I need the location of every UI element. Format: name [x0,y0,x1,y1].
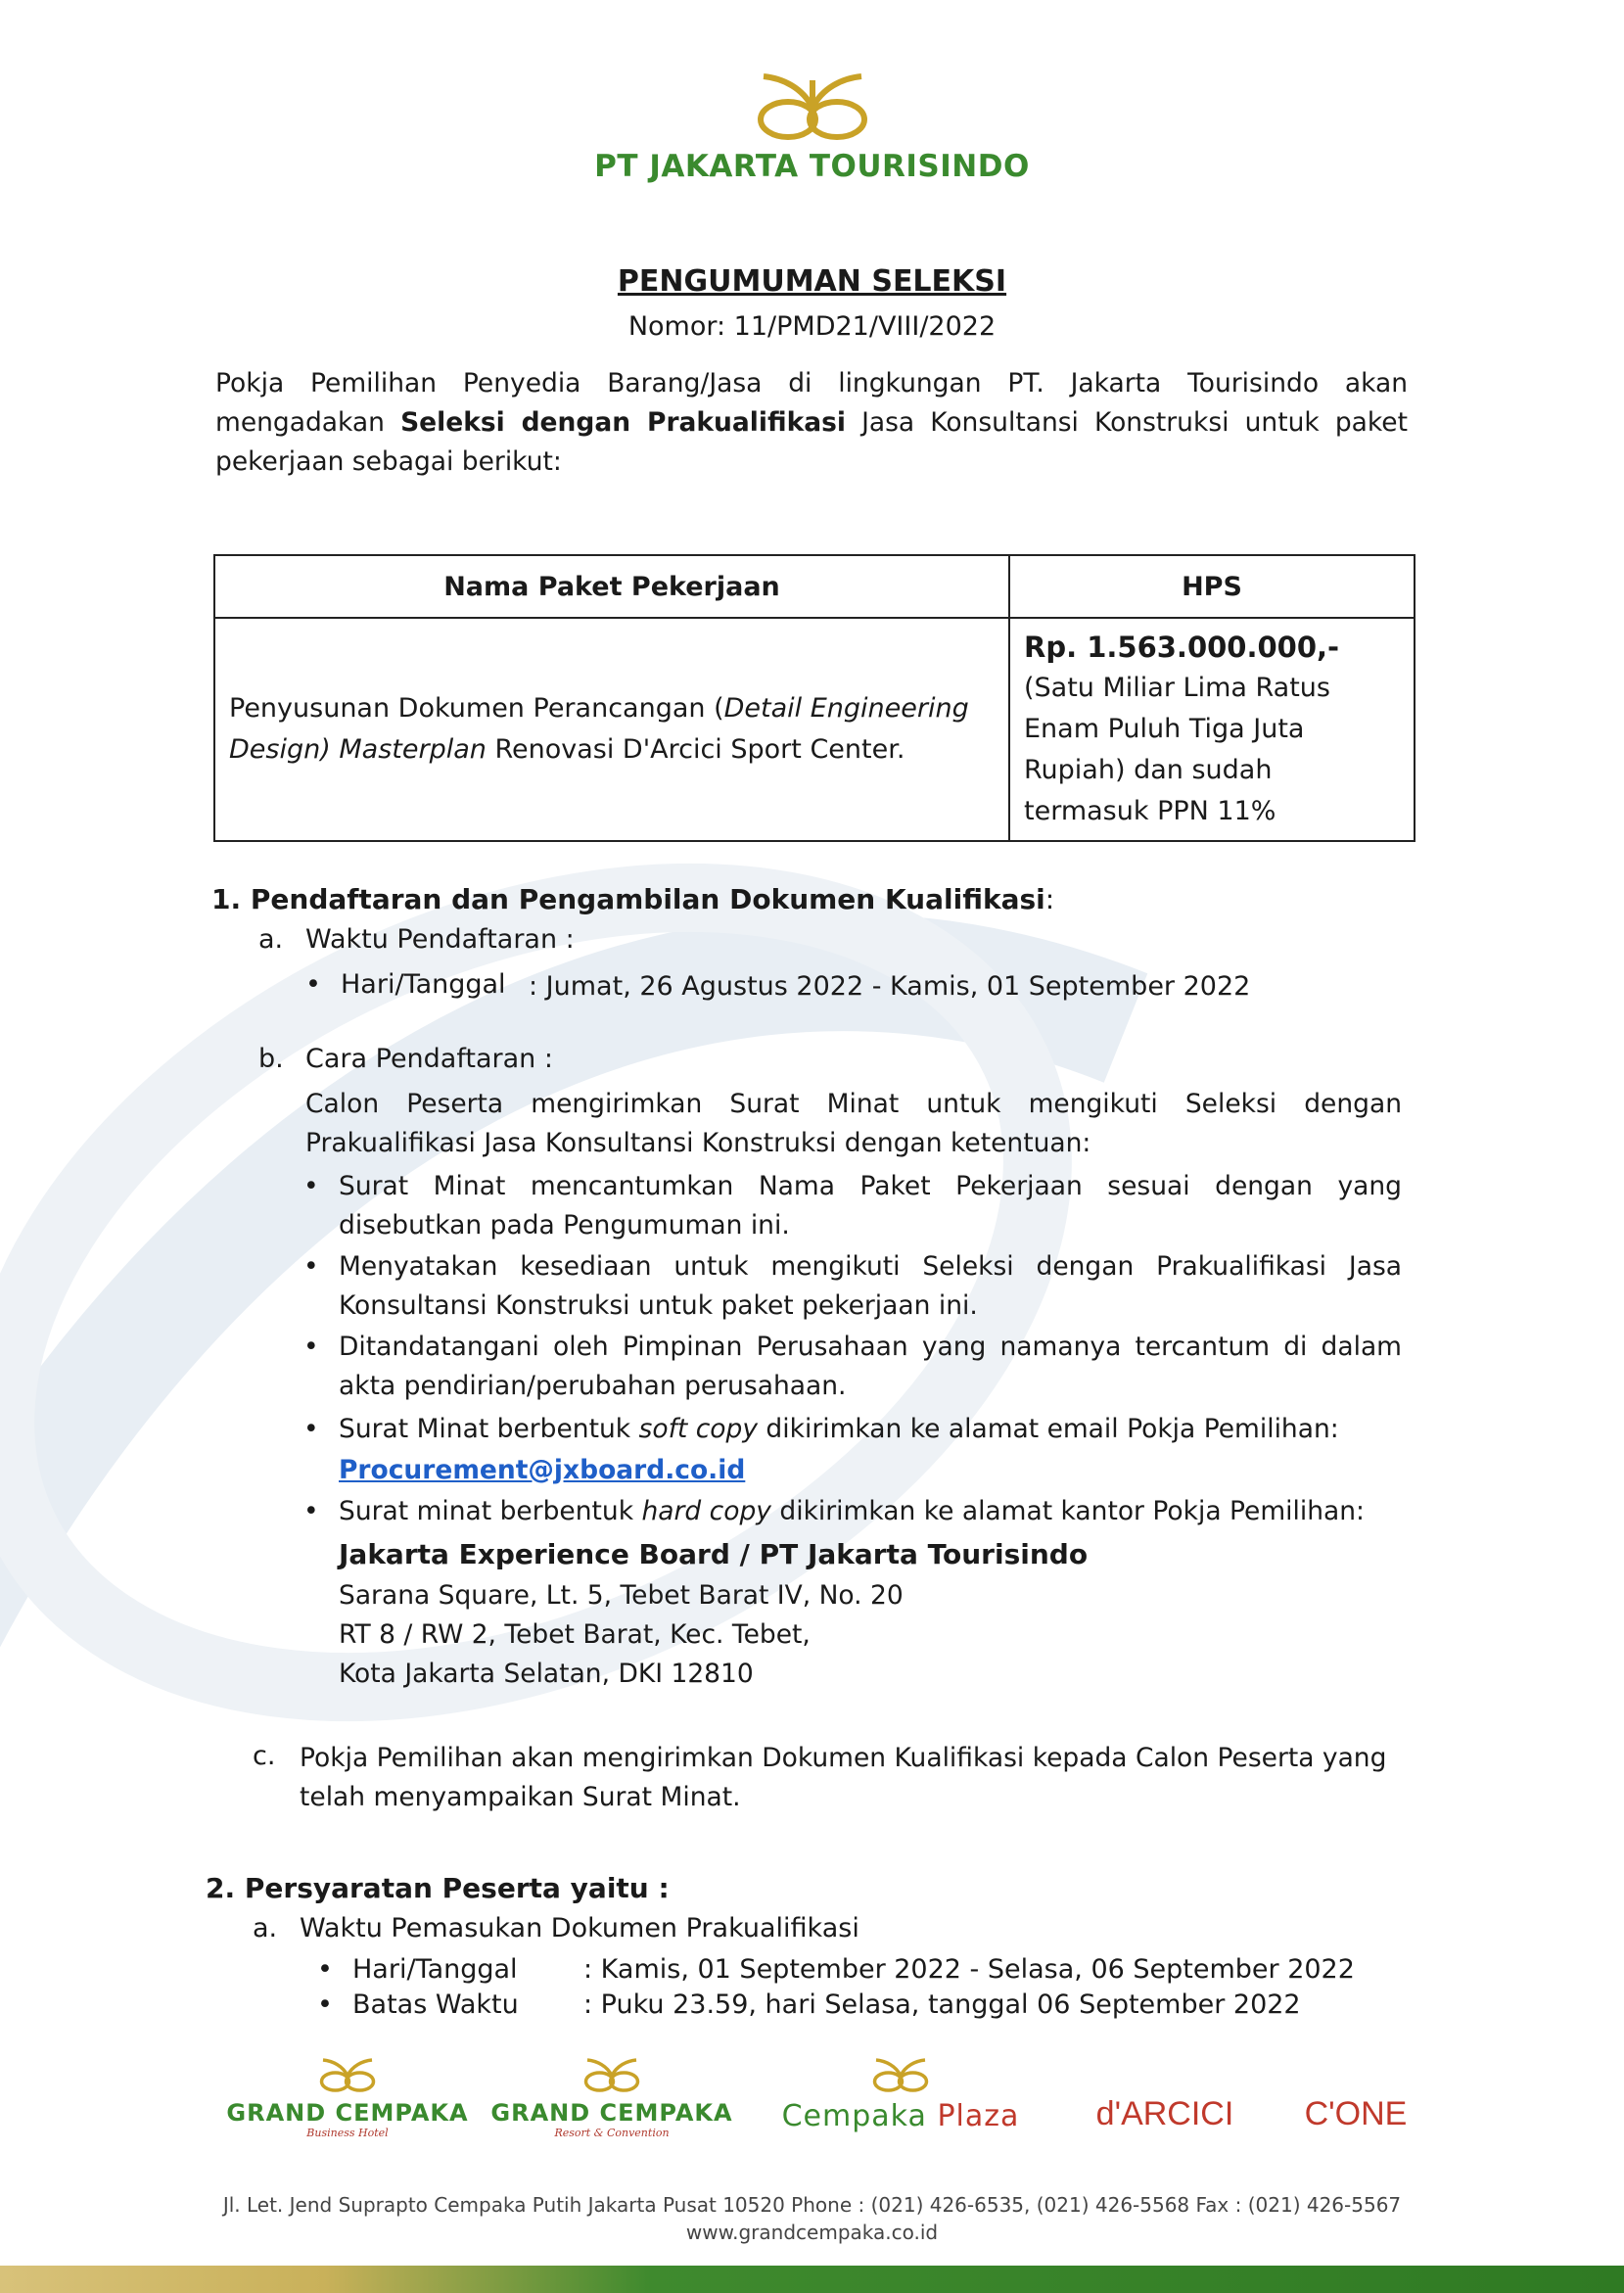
bullet-4-italic: soft copy [638,1414,758,1444]
s2-row-2-label: • Batas Waktu [352,1989,519,2020]
footer-address-line: Jl. Let. Jend Suprapto Cempaka Putih Jakarta Pusat 10520 Phone : (021) 426-6535, (021) 426-5568 Fax : (021) 426-5567 [222,2193,1402,2217]
s1-a-label: a. [258,924,284,955]
bullet-4-text-2: dikirimkan ke alamat email Pokja Pemilihan: [758,1414,1339,1444]
col-header-package: Nama Paket Pekerjaan [214,555,1009,618]
procurement-email-link[interactable]: Procurement@jxboard.co.id [339,1455,746,1485]
package-italic: Detail Engineering Design) [229,693,969,765]
bullet-5-text: Surat minat berbentuk [339,1496,642,1526]
logo-3-cempaka: Cempaka [781,2099,927,2133]
package-table [213,554,1415,842]
section-1-heading [211,883,1054,915]
logo-1-sub: Business Hotel [306,2127,389,2139]
office-name: Jakarta Experience Board / PT Jakarta Tourisindo [339,1538,1089,1570]
document-number: Nomor: 11/PMD21/VIII/2022 [627,311,997,342]
s1-a-title: Waktu Pendaftaran : [305,924,575,955]
s1-b-bullet-1: • Surat Minat mencantumkan Nama Paket Pekerjaan sesuai dengan yang disebutkan pada Pengumuman ini. [339,1167,1402,1245]
s1-b-bullet-3: • Ditandatangani oleh Pimpinan Perusahaan yang namanya tercantum di dalam akta pendirian/perubahan perusahaan. [339,1328,1402,1406]
hps-words: (Satu Miliar Lima Ratus Enam Puluh Tiga Juta Rupiah) dan sudah termasuk PPN 11% [1024,673,1330,826]
cempaka-flower-icon [866,2056,935,2095]
package-italic-2: Masterplan [339,734,487,765]
s1-b-label: b. [258,1044,284,1074]
package-text: Penyusunan Dokumen Perancangan ( [229,693,724,724]
cempaka-flower-icon [313,2056,382,2095]
logo-grand-cempaka-business [225,2056,470,2139]
logo-cone: C'ONE [1304,2095,1408,2132]
table-header-row [214,555,1415,618]
s2-a-label: a. [253,1913,278,1943]
s1-a-bullet-label: • Hari/Tanggal [341,969,506,1000]
cempaka-flower-icon [578,2056,646,2095]
bullet-4-text: Surat Minat berbentuk [339,1414,639,1444]
s1-b-bullet-5 [339,1492,1402,1531]
logo-grand-cempaka-resort [489,2056,734,2139]
footer-address [0,2191,1624,2246]
office-address-3: Kota Jakarta Selatan, DKI 12810 [339,1659,754,1689]
section-2-heading: 2. Persyaratan Peserta yaitu : [206,1872,670,1904]
logo-2-name: GRAND CEMPAKA [490,2099,733,2127]
s1-b-text: Calon Peserta mengirimkan Surat Minat untuk mengikuti Seleksi dengan Prakualifikasi Jasa Konsultansi Konstruksi dengan ketentuan: [305,1089,1402,1158]
bullet-5-italic: hard copy [641,1496,771,1526]
intro-paragraph [215,364,1408,482]
s1-b-bullet-4 [339,1410,1402,1449]
package-text-2: Renovasi D'Arcici Sport Center. [486,734,905,765]
logo-3-text [754,2099,1047,2133]
footer-logos [225,2056,1449,2164]
intro-text-2: Jasa Konsultansi Konstruksi untuk paket pekerjaan sebagai berikut: [215,407,1408,477]
footer-website: www.grandcempaka.co.id [685,2221,939,2244]
bullet-5-text-2: dikirimkan ke alamat kantor Pokja Pemilihan: [770,1496,1365,1526]
intro-bold: Seleksi dengan Prakualifikasi [400,407,846,438]
document-title: PENGUMUMAN SELEKSI [617,264,1007,299]
section-1-heading-text: 1. Pendaftaran dan Pengambilan Dokumen Kualifikasi [211,883,1045,915]
logo-2-sub: Resort & Convention [554,2127,670,2139]
footer-color-bar [0,2266,1624,2293]
s1-b-title: Cara Pendaftaran : [305,1044,553,1074]
s1-a-bullet-value: : Jumat, 26 Agustus 2022 - Kamis, 01 September 2022 [529,971,1251,1002]
hps-cell [1009,618,1415,841]
company-name: PT JAKARTA TOURISINDO [594,149,1030,184]
s1-b-bullet-2: • Menyatakan kesediaan untuk mengikuti Seleksi dengan Prakualifikasi Jasa Konsultansi Konstruksi untuk paket pekerjaan ini. [339,1247,1402,1326]
section-1-colon: : [1044,883,1055,915]
s1-c-label: c. [253,1741,276,1771]
office-address-2: RT 8 / RW 2, Tebet Barat, Kec. Tebet, [339,1619,811,1650]
company-logo-icon [744,69,881,147]
intro-text-1: Pokja Pemilihan Penyedia Barang/Jasa di lingkungan PT. Jakarta Tourisindo akan mengadakan [215,368,1408,438]
s2-a-title: Waktu Pemasukan Dokumen Prakualifikasi [300,1913,859,1943]
s2-row-1-label: • Hari/Tanggal [352,1954,518,1985]
s2-row-1-value: : Kamis, 01 September 2022 - Selasa, 06 September 2022 [583,1954,1355,1985]
col-header-hps: HPS [1009,555,1415,618]
s1-c-text: Pokja Pemilihan akan mengirimkan Dokumen Kualifikasi kepada Calon Peserta yang telah menyampaikan Surat Minat. [300,1743,1387,1812]
s2-row-2-value: : Puku 23.59, hari Selasa, tanggal 06 September 2022 [583,1989,1301,2020]
office-address-1: Sarana Square, Lt. 5, Tebet Barat IV, No. 20 [339,1580,904,1611]
logo-3-plaza: Plaza [926,2099,1020,2133]
logo-1-name: GRAND CEMPAKA [226,2099,469,2127]
logo-darcici: d'ARCICI [1095,2095,1234,2132]
table-row [214,618,1415,841]
hps-amount: Rp. 1.563.000.000,- [1024,631,1340,664]
package-name-cell [214,618,1009,841]
logo-cempaka-plaza [754,2056,1047,2133]
